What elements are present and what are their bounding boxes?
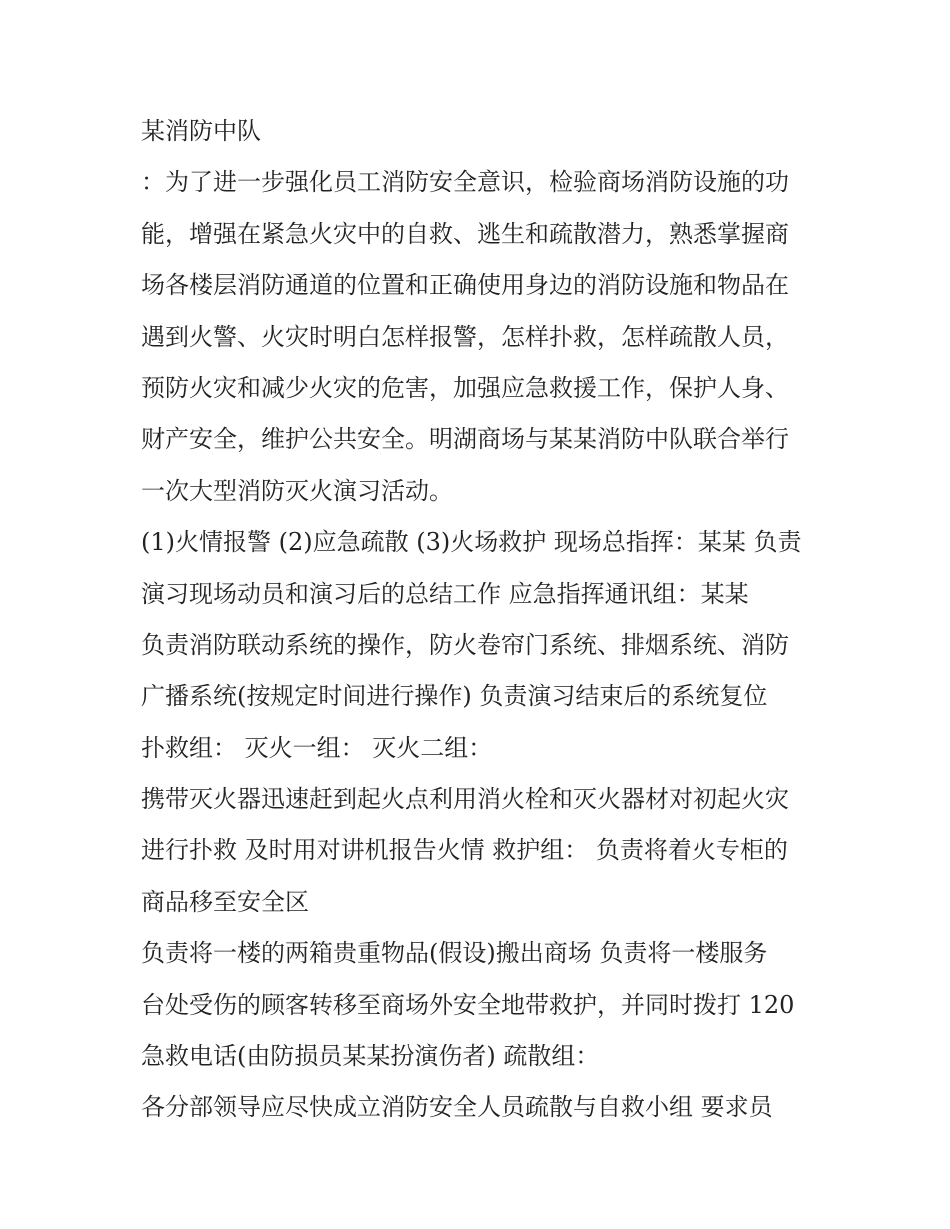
- text-line: 进行扑救 及时用对讲机报告火情 救护组： 负责将着火专柜的: [141, 836, 788, 865]
- text-line: 各分部领导应尽快成立消防安全人员疏散与自救小组 要求员: [141, 1093, 773, 1122]
- text-line: 一次大型消防灭火演习活动。: [141, 476, 453, 505]
- text-line: 遇到火警、火灾时明白怎样报警，怎样扑救，怎样疏散人员，: [141, 322, 789, 351]
- text-line: 能，增强在紧急火灾中的自救、逃生和疏散潜力，熟悉掌握商: [141, 219, 789, 248]
- text-line: 商品移至安全区: [141, 887, 309, 916]
- text-line: 携带灭火器迅速赶到起火点利用消火栓和灭火器材对初起火灾: [141, 785, 789, 814]
- text-line: 预防火灾和减少火灾的危害，加强应急救援工作，保护人身、: [141, 373, 789, 402]
- text-line: 急救电话(由防损员某某扮演伤者) 疏散组：: [141, 1042, 600, 1071]
- text-line: 广播系统(按规定时间进行操作) 负责演习结束后的系统复位: [141, 682, 768, 711]
- document-body: [141, 106, 831, 1134]
- text-line: 演习现场动员和演习后的总结工作 应急指挥通讯组：某某: [141, 579, 749, 608]
- text-line: ：为了进一步强化员工消防安全意识，检验商场消防设施的功: [141, 168, 789, 197]
- text-line: 某消防中队: [141, 117, 261, 145]
- text-line: 场各楼层消防通道的位置和正确使用身边的消防设施和物品在: [141, 271, 789, 300]
- text-line: 台处受伤的顾客转移至商场外安全地带救护，并同时拨打 120: [141, 990, 795, 1019]
- text-line: 财产安全，维护公共安全。明湖商场与某某消防中队联合举行: [141, 425, 789, 454]
- text-line: 负责将一楼的两箱贵重物品(假设)搬出商场 负责将一楼服务: [141, 939, 768, 968]
- text-line: 扑救组： 灭火一组： 灭火二组：: [141, 733, 493, 762]
- text-line: 负责消防联动系统的操作，防火卷帘门系统、排烟系统、消防: [141, 630, 789, 659]
- text-line: (1)火情报警 (2)应急疏散 (3)火场救护 现场总指挥：某某 负责: [141, 528, 802, 557]
